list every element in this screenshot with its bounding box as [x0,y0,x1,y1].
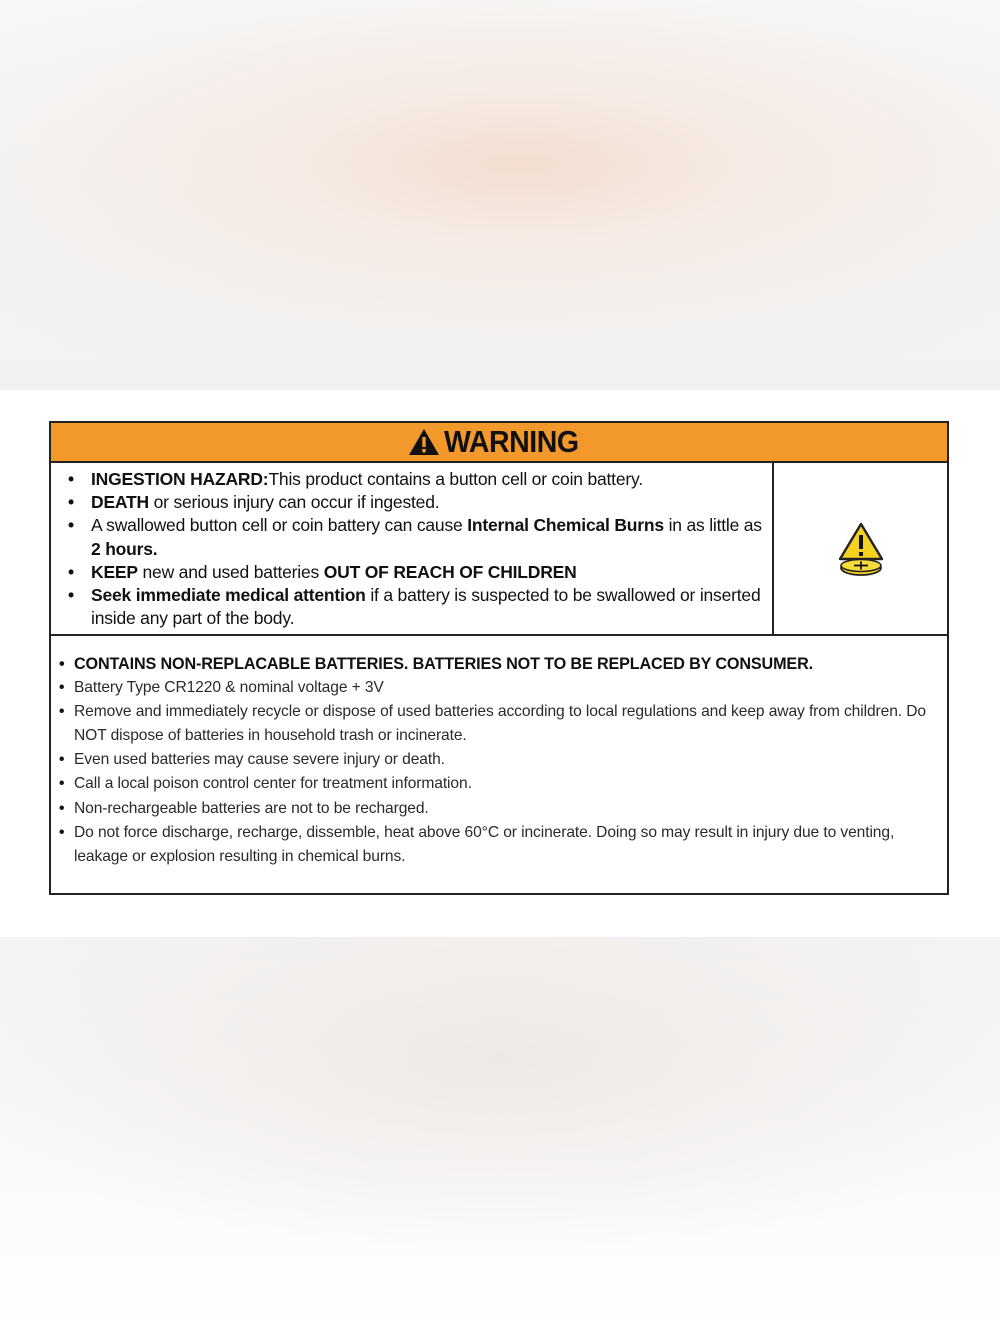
warning-label [49,421,949,895]
list-item: • Even used batteries may cause severe injury or death. [51,748,947,772]
notes-list [51,652,947,869]
list-item: • Battery Type CR1220 & nominal voltage + 3V [51,676,947,700]
hazard-list [51,468,772,630]
list-item: • Remove and immediately recycle or dispose of used batteries according to local regulations and keep away from children. Do NOT dispose of batteries in household trash or incinerate. [51,700,947,748]
list-item: • Do not force discharge, recharge, dissemble, heat above 60°C or incinerate. Doing so may result in injury due to venting, leakage or explosion resulting in chemical burns. [51,821,947,869]
battery-warning-icon [837,521,885,577]
list-item: • DEATH or serious injury can occur if ingested. [51,491,772,514]
icon-cell [774,463,947,634]
list-item: • Seek immediate medical attention if a battery is suspected to be swallowed or inserted inside any part of the body. [51,584,772,630]
warning-title: WARNING [443,424,579,459]
list-item: • CONTAINS NON-REPLACABLE BATTERIES. BATTERIES NOT TO BE REPLACED BY CONSUMER. [51,652,947,676]
warning-banner [51,423,947,463]
list-item: • KEEP new and used batteries OUT OF REACH OF CHILDREN [51,561,772,584]
list-item: • A swallowed button cell or coin battery can cause Internal Chemical Burns in as little as 2 hours. [51,514,772,560]
list-item: • Non-rechargeable batteries are not to be recharged. [51,797,947,821]
battery-notes-section [51,636,947,869]
list-item: • INGESTION HAZARD:This product contains a button cell or coin battery. [51,468,772,491]
ingestion-hazard-section [51,463,947,636]
warning-triangle-icon [408,428,440,456]
blurred-background-bottom [0,937,1000,1333]
blurred-background-top [0,0,1000,390]
list-item: • Call a local poison control center for treatment information. [51,772,947,796]
ingestion-hazard-text [51,463,774,634]
